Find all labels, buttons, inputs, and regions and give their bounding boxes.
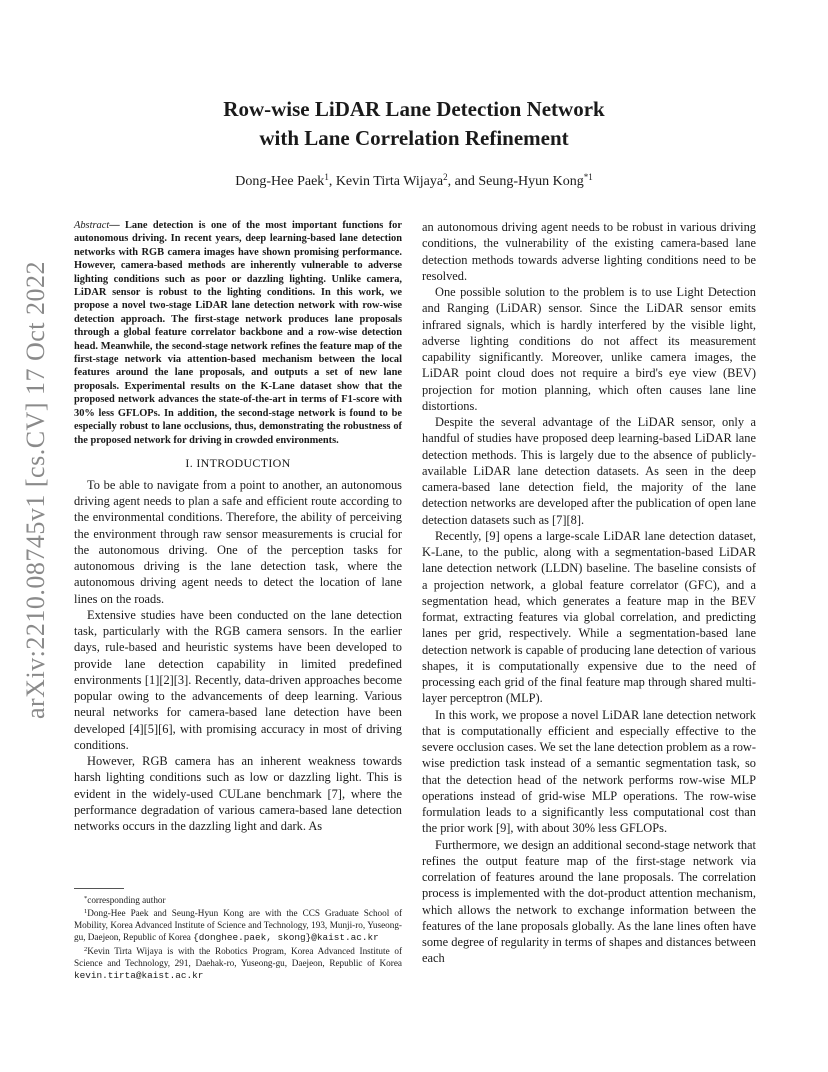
abstract bbox=[74, 219, 402, 447]
arxiv-watermark bbox=[16, 260, 56, 720]
introduction-body-left bbox=[74, 477, 402, 835]
paragraph: In this work, we propose a novel LiDAR lane detection network that is computationally efficient and especially effective to the severe occlusion cases. We set the lane detection problem as a row-wise prediction task instead of a semantic segmentation task, so that the detection head of the network performs row-wise MLP operations instead of grid-wise MLP operations. The row-wise formulation leads to a significantly less computational cost than the prior work [9], with about 30% less GFLOPs. bbox=[422, 707, 756, 836]
author-list bbox=[0, 172, 828, 190]
paper-title bbox=[0, 95, 828, 153]
footnote-mark: * bbox=[84, 895, 88, 902]
left-column bbox=[74, 219, 402, 834]
author-2: , Kevin Tirta Wijaya bbox=[328, 174, 444, 189]
author-email: kevin.tirta@kaist.ac.kr bbox=[74, 970, 204, 981]
footnote-corresponding: *corresponding author bbox=[84, 895, 166, 905]
paragraph: To be able to navigate from a point to another, an autonomous driving agent needs to plan a safe and efficient route according to the environmental conditions. Therefore, the ability of perceiving the environment through raw sensor measurements is crucial for the autonomous driving. One of the perception tasks for autonomous driving is the lane detection task, where the autonomous driving agent needs to detect the location of lane lines on the roads. bbox=[74, 477, 402, 606]
paragraph: Recently, [9] opens a large-scale LiDAR lane detection dataset, K-Lane, to the public, along with a segmentation-based LiDAR lane detection network (LLDN) baseline. The baseline consists of a projection network, a global feature correlator (GFC), and a segmentation head, which generates a feature map in the BEV format, extracting features via global correlation, and predicting lanes per grid, respectively. While a segmentation-based lane detection network is capable of producing lane detection of various shapes, it is computationally expensive due to the need of processing each grid of the final feature map through shared multi-layer perceptron (MLP). bbox=[422, 528, 756, 706]
paragraph: However, RGB camera has an inherent weakness towards harsh lighting conditions such as low or dazzling light. This is evident in the widely-used CULane benchmark [7], where the performance degradation of various camera-based lane detection networks occurs in the dazzling light and dark. As bbox=[74, 754, 402, 834]
footnote-mark: 1 bbox=[84, 908, 88, 915]
title-line-2: with Lane Correlation Refinement bbox=[259, 126, 569, 150]
footnote-1: $^1$Dong-Hee Paek and Seung-Hyun Kong are with the CCS Graduate School of Mobility, Korea Advanced Institute of Science and Technology, 193, Munji-ro, Yuseong-gu, Daejeon, Republic of Korea {donghee.paek, skong}@kaist.ac.kr bbox=[74, 908, 402, 943]
author-email: {donghee.paek, skong}@kaist.ac.kr bbox=[193, 932, 379, 943]
author-1-affiliation: 1 bbox=[324, 172, 329, 182]
paragraph: One possible solution to the problem is to use Light Detection and Ranging (LiDAR) sensor. Since the LiDAR sensor emits infrared signals, which is hardly interfered by the visible light, adverse lighting conditions do not affect its measurement capability significantly. Moreover, unlike camera images, the LiDAR point cloud does not require a bird's eye view (BEV) projection for motion planning, which often causes lane line distortions. bbox=[422, 285, 756, 413]
section-heading-introduction: I. INTRODUCTION bbox=[185, 455, 291, 470]
title-line-1: Row-wise LiDAR Lane Detection Network bbox=[223, 97, 605, 121]
footnote-divider bbox=[74, 888, 124, 889]
paragraph: Extensive studies have been conducted on the lane detection task, particularly with the RGB camera sensors. In the earlier days, rule-based and heuristic systems have been developed to provide lane detection capability in limited predefined environments [1][2][3]. Recently, data-driven approaches become popular owing to the advancements of deep learning. Various neural networks for camera-based lane detection have been developed [4][5][6], with promising accuracy in most of driving conditions. bbox=[74, 607, 402, 752]
footnote-mark: 2 bbox=[84, 946, 88, 953]
abstract-text: — Lane detection is one of the most important functions for autonomous driving. In recent years, deep learning-based lane detection networks with RGB camera images have shown promising performance. However, camera-based methods are inherently vulnerable to adverse lighting conditions such as poor or dazzling lighting. Unlike camera, LiDAR sensor is robust to the lighting conditions. In this work, we propose a novel two-stage LiDAR lane detection network with row-wise detection approach. The first-stage network produces lane proposals through a global feature correlator backbone and a row-wise detection head. Meanwhile, the second-stage network refines the feature map of the first-stage network via attention-based mechanism between the local features around the lane proposals, and outputs a set of new lane proposals. Experimental results on the K-Lane dataset show that the proposed network advances the state-of-the-art in terms of F1-score with 30% less GFLOPs. In addition, the second-stage network is found to be especially robust to lane occlusions, thus, demonstrating the robustness of the proposed network for driving in crowded environments. bbox=[74, 220, 402, 446]
paragraph: Furthermore, we design an additional second-stage network that refines the output feature map of the first-stage network via correlation of features around the lane proposals. The correlation process is implemented with the dot-product attention mechanism, which allows the network to exchange information between the features of the lane proposals globally. As the lane lines often have some degree of regularity in terms of shapes and distances between each bbox=[422, 837, 756, 966]
author-1: Dong-Hee Paek bbox=[235, 174, 325, 189]
arxiv-identifier: arXiv:2210.08745v1 [cs.CV] 17 Oct 2022 bbox=[21, 260, 50, 720]
paragraph: Despite the several advantage of the LiDAR sensor, only a handful of studies have proposed deep learning-based LiDAR lane detection methods. This is largely due to the absence of publicly-available LiDAR lane detection datasets. As seen in the deep camera-based lane detection field, the majority of the lane detection networks are developed after the publication of open lane detection datasets such as [7][8]. bbox=[422, 415, 756, 527]
footnote-2: $^2$Kevin Tirta Wijaya is with the Robotics Program, Korea Advanced Institute of Science and Technology, 291, Daehak-ro, Yuseong-gu, Daejeon, Republic of Korea kevin.tirta@kaist.ac.kr bbox=[74, 946, 402, 981]
footnotes bbox=[74, 893, 402, 982]
right-column bbox=[422, 219, 756, 967]
author-3: , and Seung-Hyun Kong bbox=[447, 174, 584, 189]
abstract-label: Abstract bbox=[74, 220, 110, 231]
author-3-affiliation: *1 bbox=[583, 172, 593, 182]
paragraph: an autonomous driving agent needs to be robust in various driving conditions, the vulnerability of the existing camera-based lane detection methods towards adverse lighting conditions need to be resolved. bbox=[422, 220, 756, 283]
author-2-affiliation: 2 bbox=[443, 172, 448, 182]
